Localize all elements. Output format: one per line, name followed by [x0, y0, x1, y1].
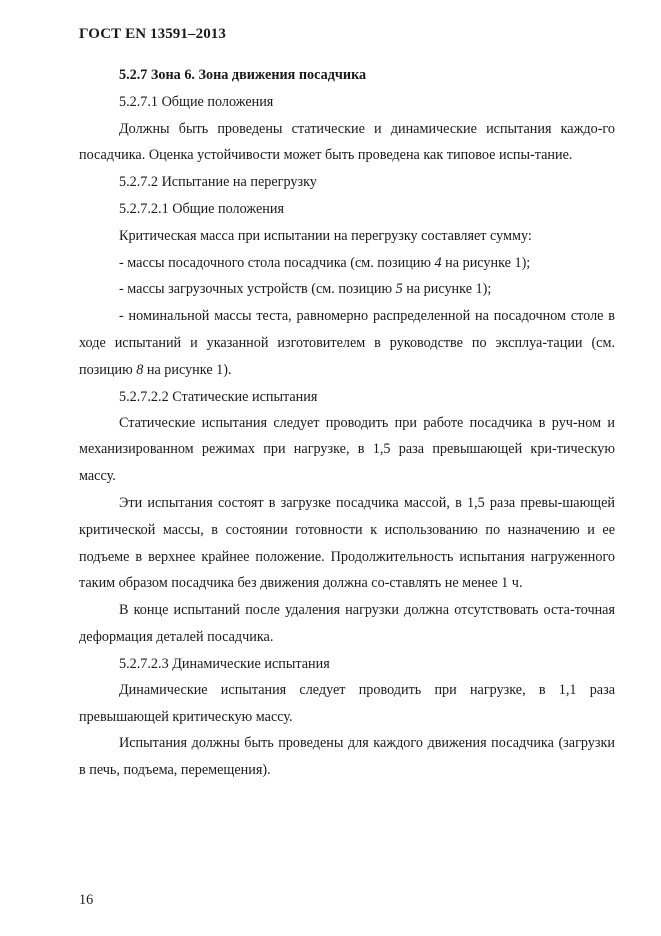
- subsection-heading-5-2-7-1: 5.2.7.1 Общие положения: [119, 93, 274, 110]
- paragraph-static-tests-conditions: Статические испытания следует проводить при работе посадчика в руч-ном и механизированном режимах при нагрузке, в 1,5 раза превышающей кри-тическую массу.: [79, 414, 615, 485]
- page-number: 16: [79, 892, 94, 908]
- list-item-dough-mass: - номинальной массы теста, равномерно распределенной на посадочном столе в ходе испытаний и указанной изготовителем в руководстве по эксплуа-тации (см. позицию 8 на рисунке 1).: [79, 308, 615, 378]
- list-item-table-mass: - массы посадочного стола посадчика (см. позицию 4 на рисунке 1);: [119, 254, 531, 271]
- figure-position-ref: 5: [395, 281, 403, 298]
- document-body: [79, 62, 615, 784]
- paragraph-dynamic-tests-movements: Испытания должны быть проведены для каждого движения посадчика (загрузки в печь, подъема, перемещения).: [79, 735, 615, 779]
- subsection-heading-5-2-7-2-3: 5.2.7.2.3 Динамические испытания: [119, 655, 330, 672]
- paragraph-static-dynamic-tests: Должны быть проведены статические и динамические испытания каждо-го посадчика. Оценка устойчивости может быть проведена как типовое испы-тание.: [79, 120, 615, 164]
- subsection-heading-5-2-7-2: 5.2.7.2 Испытание на перегрузку: [119, 174, 317, 191]
- section-heading-5-2-7: 5.2.7 Зона 6. Зона движения посадчика: [119, 67, 367, 83]
- paragraph-static-tests-procedure: Эти испытания состоят в загрузке посадчика массой, в 1,5 раза превы-шающей критической массы, в состоянии готовности к использованию по назначению и ее подъеме в верхнее крайнее положение. Продолжительность испытания нагруженного таким образом посадчика без движения должна со-ставлять не менее 1 ч.: [79, 494, 615, 592]
- paragraph-critical-mass: Критическая масса при испытании на перегрузку составляет сумму:: [119, 227, 532, 244]
- figure-position-ref: 4: [434, 254, 442, 271]
- document-code-header: ГОСТ EN 13591–2013: [79, 26, 226, 42]
- subsection-heading-5-2-7-2-1: 5.2.7.2.1 Общие положения: [119, 200, 284, 217]
- list-item-loading-devices-mass: - массы загрузочных устройств (см. позицию 5 на рисунке 1);: [119, 281, 492, 298]
- subsection-heading-5-2-7-2-2: 5.2.7.2.2 Статические испытания: [119, 388, 318, 405]
- paragraph-residual-deformation: В конце испытаний после удаления нагрузки должна отсутствовать оста-точная деформация деталей посадчика.: [79, 602, 615, 645]
- paragraph-dynamic-tests-conditions: Динамические испытания следует проводить при нагрузке, в 1,1 раза превышающей критическую массу.: [79, 681, 615, 725]
- figure-position-ref: 8: [136, 361, 144, 378]
